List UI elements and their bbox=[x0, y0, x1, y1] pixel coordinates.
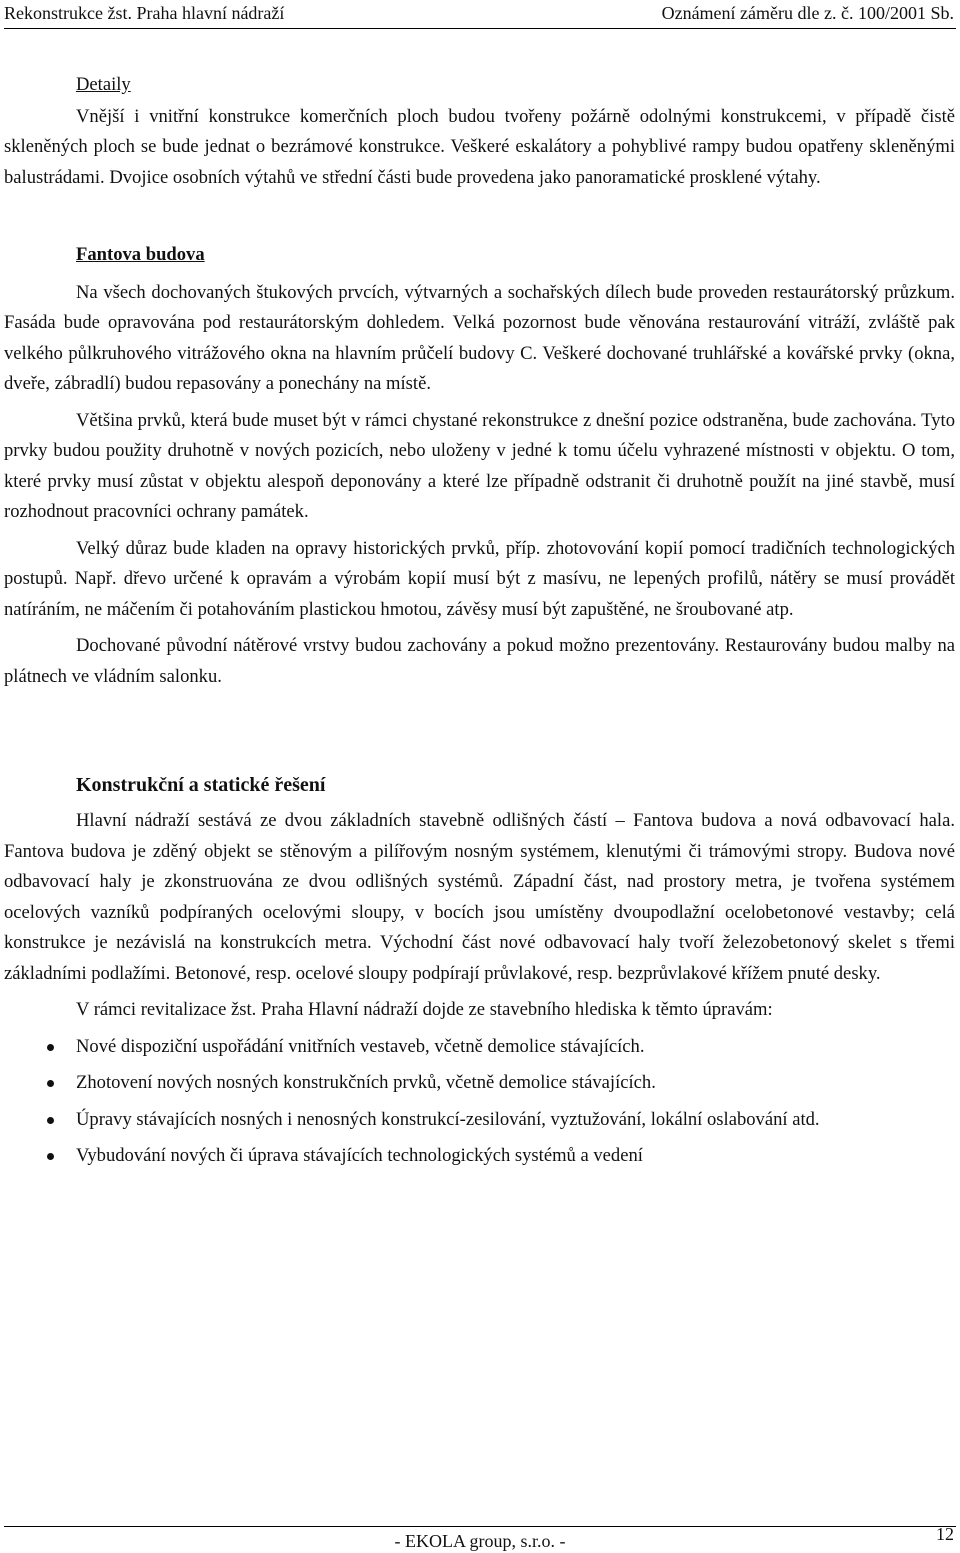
paragraph-konstrukcni-2: V rámci revitalizace žst. Praha Hlavní nádraží dojde ze stavebního hlediska k těmto úpravám: bbox=[76, 999, 773, 1020]
footer-company: - EKOLA group, s.r.o. - bbox=[394, 1531, 566, 1551]
heading-konstrukcni-reseni: Konstrukční a statické řešení bbox=[76, 774, 326, 796]
heading-detaily: Detaily bbox=[76, 74, 131, 95]
heading-fantova-budova: Fantova budova bbox=[76, 244, 205, 265]
page-header bbox=[4, 0, 956, 29]
list-item-text: Nové dispoziční uspořádání vnitřních vestaveb, včetně demolice stávajících. bbox=[76, 1035, 645, 1057]
list-item bbox=[4, 1068, 955, 1099]
paragraph-fantova-2: Většina prvků, která bude muset být v rámci chystané rekonstrukce z dnešní pozice odstraněna, bude zachována. Tyto prvky budou použity druhotně v nových pozicích, nebo uloženy v jedné k tomu účelu vyhrazené místnosti v objektu. O tom, které prvky musí zůstat v objektu alespoň deponovány a které lze případně odstranit či druhotně použít na jiné stavbě, musí rozhodnout pracovníci ochrany památek. bbox=[4, 409, 955, 522]
page-footer bbox=[4, 1526, 956, 1553]
page-number: 12 bbox=[936, 1524, 954, 1544]
bullet-icon bbox=[47, 1153, 54, 1160]
paragraph-fantova-4: Dochované původní nátěrové vrstvy budou zachovány a pokud možno prezentovány. Restaurovány budou malby na plátnech ve vládním salonku. bbox=[4, 635, 955, 687]
list-item bbox=[4, 1105, 955, 1136]
list-item-text: Vybudování nových či úprava stávajících technologických systémů a vedení bbox=[76, 1145, 643, 1166]
paragraph-fantova-1: Na všech dochovaných štukových prvcích, výtvarných a sochařských dílech bude proveden restaurátorský průzkum. Fasáda bude opravována pod restaurátorským dohledem. Velká pozornost bude věnována restaurování vitráží, zvláště pak velkého půlkruhového vitrážového okna na hlavním průčelí budovy C. Veškeré dochované truhlářské a kovářské prvky (okna, dveře, zábradlí) budou repasovány a ponechány na místě. bbox=[4, 281, 955, 394]
list-item-text: Zhotovení nových nosných konstrukčních prvků, včetně demolice stávajících. bbox=[76, 1072, 656, 1093]
list-item-text: Úpravy stávajících nosných i nenosných konstrukcí-zesilování, vyztužování, lokální oslabování atd. bbox=[76, 1108, 820, 1130]
bullet-icon bbox=[47, 1080, 54, 1087]
bullet-list bbox=[4, 1032, 955, 1172]
list-item bbox=[4, 1141, 955, 1172]
bullet-icon bbox=[47, 1117, 54, 1124]
paragraph-konstrukcni-1: Hlavní nádraží sestává ze dvou základních stavebně odlišných částí – Fantova budova a nová odbavovací hala. Fantova budova je zděný objekt se stěnovým a pilířovým nosným systémem, klenutými či trámovými stropy. Budova nové odbavovací haly je zkonstruována ze dvou odlišných systémů. Západní část, nad prostory metra, je tvořena systémem ocelových vazníků podpíraných ocelovými sloupy, v bocích jsou umístěny dvoupodlažní ocelobetonové vestavby; celá konstrukce je nezávislá na konstrukcích metra. Východní část nové odbavovací haly tvoří železobetonový skelet s třemi základními podlažími. Betonové, resp. ocelové sloupy podpírají průvlakové, resp. bezprůvlakové křížem pnuté desky. bbox=[4, 810, 955, 984]
paragraph-detaily: Vnější i vnitřní konstrukce komerčních ploch budou tvořeny požárně odolnými konstrukcemi, v případě čistě skleněných ploch se bude jednat o bezrámové konstrukce. Veškeré eskalátory a pohyblivé rampy budou opatřeny skleněnými balustrádami. Dvojice osobních výtahů ve střední části bude provedena jako panoramatické prosklené výtahy. bbox=[4, 105, 955, 188]
paragraph-fantova-3: Velký důraz bude kladen na opravy historických prvků, příp. zhotovování kopií pomocí tradičních technologických postupů. Např. dřevo určené k opravám a výrobám kopií musí být z masívu, ne lepených profilů, nátěry se musí provádět natíráním, ne máčením či potahováním plastickou hmotou, závěsy musí být zapuštěné, ne šroubované atp. bbox=[4, 537, 955, 620]
header-document-type: Oznámení záměru dle z. č. 100/2001 Sb. bbox=[661, 3, 954, 23]
page-content bbox=[4, 70, 955, 1172]
header-document-title: Rekonstrukce žst. Praha hlavní nádraží bbox=[4, 3, 285, 23]
bullet-icon bbox=[47, 1044, 54, 1051]
list-item bbox=[4, 1032, 955, 1063]
